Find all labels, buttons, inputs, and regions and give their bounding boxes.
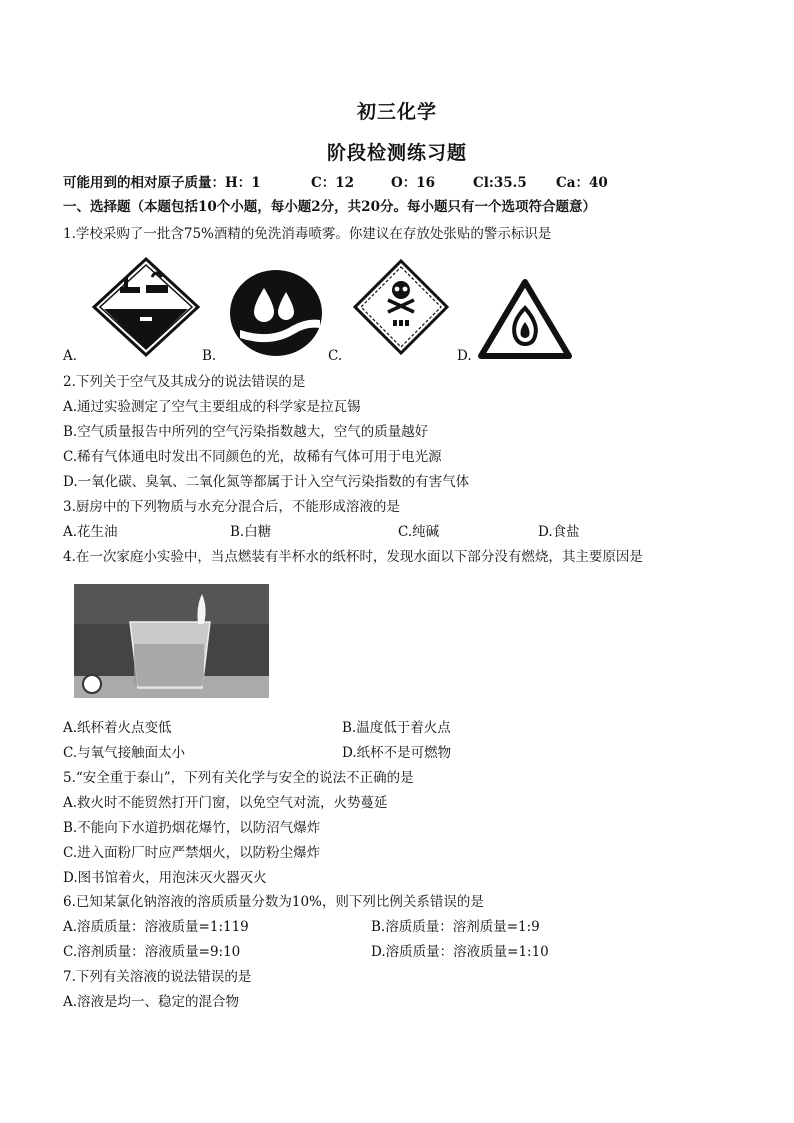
q7-option-a: A.溶液是均一、稳定的混合物 <box>63 994 240 1010</box>
atomic-masses-label: 可能用到的相对原子质量： <box>63 175 225 191</box>
q5-option-d: D.图书馆着火，用泡沫灭火器灭火 <box>63 870 267 886</box>
q3-stem: 3.厨房中的下列物质与水充分混合后，不能形成溶液的是 <box>63 499 400 515</box>
q2-stem: 2.下列关于空气及其成分的说法错误的是 <box>63 374 306 390</box>
q6-stem: 6.已知某氯化钠溶液的溶质质量分数为10%，则下列比例关系错误的是 <box>63 894 484 910</box>
q6-option-d: D.溶质质量：溶液质量=1:10 <box>371 944 549 960</box>
corrosive-sign-icon <box>90 255 202 359</box>
q2-option-d: D.一氧化碳、臭氧、二氧化氮等都属于计入空气污染指数的有害气体 <box>63 474 470 490</box>
section-heading: 一、选择题（本题包括10个小题，每小题2分，共20分。每小题只有一个选项符合题意） <box>63 199 596 215</box>
paper-cup-photo <box>74 584 269 698</box>
q5-option-c: C.进入面粉厂时应严禁烟火，以防粉尘爆炸 <box>63 845 321 861</box>
q5-option-a: A.救火时不能贸然打开门窗，以免空气对流，火势蔓延 <box>63 795 388 811</box>
q1-option-b-label: B. <box>202 348 217 364</box>
paper-cup-illustration <box>74 584 269 698</box>
mass-c: C：12 <box>311 175 355 191</box>
q6-option-c: C.溶剂质量：溶液质量=9:10 <box>63 944 241 960</box>
flammable-sign-icon <box>477 278 573 360</box>
q3-option-c: C.纯碱 <box>398 524 440 540</box>
q5-option-b: B.不能向下水道扔烟花爆竹，以防沼气爆炸 <box>63 820 321 836</box>
atomic-masses-line <box>63 174 663 192</box>
mass-h: H：1 <box>225 175 261 191</box>
q1-option-c-label: C. <box>328 348 343 364</box>
q4-stem: 4.在一次家庭小实验中，当点燃装有半杯水的纸杯时，发现水面以下部分没有燃烧，其主要原因是 <box>63 549 643 565</box>
q2-option-a: A.通过实验测定了空气主要组成的科学家是拉瓦锡 <box>63 399 361 415</box>
mass-cl: Cl:35.5 <box>473 175 527 191</box>
q3-option-a: A.花生油 <box>63 524 118 540</box>
q1-option-d-label: D. <box>457 348 472 364</box>
q4-option-c: C.与氧气接触面太小 <box>63 745 186 761</box>
mass-ca: Ca：40 <box>556 175 608 191</box>
q1-option-a-label: A. <box>63 348 78 364</box>
q3-option-d: D.食盐 <box>538 524 580 540</box>
water-saving-sign-icon <box>228 268 324 358</box>
q3-option-b: B.白糖 <box>230 524 272 540</box>
q2-option-b: B.空气质量报告中所列的空气污染指数越大，空气的质量越好 <box>63 424 429 440</box>
q6-option-a: A.溶质质量：溶液质量=1:119 <box>63 919 249 935</box>
q5-stem: 5.“安全重于泰山”，下列有关化学与安全的说法不正确的是 <box>63 770 414 786</box>
q1-stem: 1.学校采购了一批含75%酒精的免洗消毒喷雾。你建议在存放处张贴的警示标识是 <box>63 226 552 242</box>
q6-option-b: B.溶质质量：溶剂质量=1:9 <box>371 919 540 935</box>
q7-stem: 7.下列有关溶液的说法错误的是 <box>63 969 252 985</box>
q4-option-a: A.纸杯着火点变低 <box>63 720 172 736</box>
q4-option-d: D.纸杯不是可燃物 <box>342 745 452 761</box>
toxic-sign-icon <box>352 258 450 356</box>
q4-option-b: B.温度低于着火点 <box>342 720 451 736</box>
mass-o: O：16 <box>391 175 436 191</box>
page-subtitle: 阶段检测练习题 <box>326 142 467 164</box>
page-title: 初三化学 <box>356 101 437 123</box>
q2-option-c: C.稀有气体通电时发出不同颜色的光，故稀有气体可用于电光源 <box>63 449 442 465</box>
